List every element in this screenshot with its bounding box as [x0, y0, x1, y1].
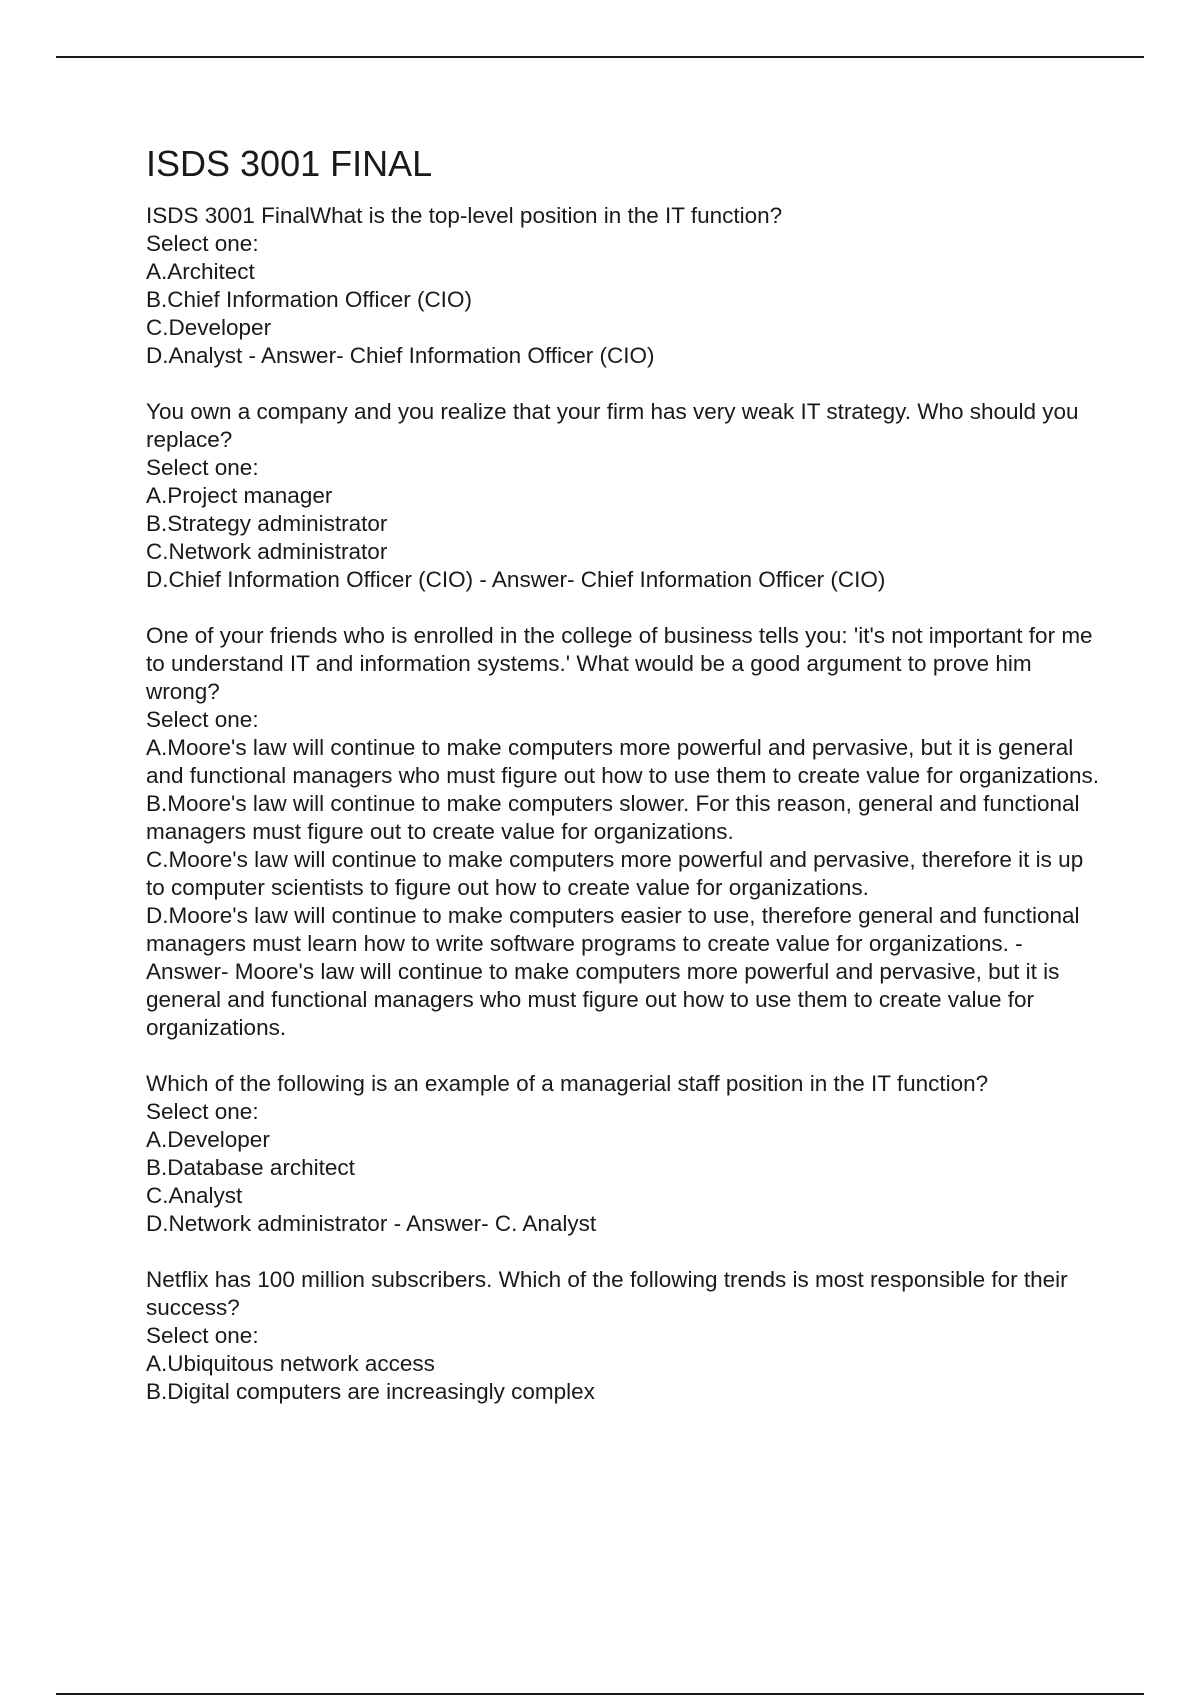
option-b: B.Chief Information Officer (CIO): [146, 287, 472, 312]
option-c: C.Network administrator: [146, 539, 388, 564]
option-c: C.Moore's law will continue to make computers more powerful and pervasive, therefore it is up to computer scientists to figure out how to create value for organizations.: [146, 847, 1084, 900]
option-d-answer: D.Network administrator - Answer- C. Analyst: [146, 1211, 597, 1236]
option-b: B.Digital computers are increasingly complex: [146, 1379, 595, 1404]
select-prompt: Select one:: [146, 1323, 259, 1348]
option-a: A.Project manager: [146, 483, 333, 508]
option-d-answer: D.Chief Information Officer (CIO) - Answer- Chief Information Officer (CIO): [146, 567, 886, 592]
select-prompt: Select one:: [146, 455, 259, 480]
document-body: [146, 140, 1106, 1434]
question-block: [146, 1070, 1106, 1238]
question-block: [146, 398, 1106, 594]
option-d-answer: D.Moore's law will continue to make computers easier to use, therefore general and functional managers must learn how to write software programs to create value for organizations. - Answer- Moore's law will continue to make computers more powerful and pervasive, but it is general and functional managers who must figure out how to use them to create value for organizations.: [146, 903, 1080, 1040]
question-text: Netflix has 100 million subscribers. Which of the following trends is most responsible for their success?: [146, 1267, 1068, 1320]
question-block: [146, 622, 1106, 1042]
select-prompt: Select one:: [146, 231, 259, 256]
document-title: ISDS 3001 FINAL: [146, 143, 433, 184]
option-b: B.Database architect: [146, 1155, 355, 1180]
question-text: One of your friends who is enrolled in the college of business tells you: 'it's not important for me to understand IT and information systems.' What would be a good argument to prove him wrong?: [146, 623, 1093, 704]
option-b: B.Moore's law will continue to make computers slower. For this reason, general and functional managers must figure out to create value for organizations.: [146, 791, 1080, 844]
footer-rule: [56, 1693, 1144, 1695]
header-rule: [56, 56, 1144, 58]
option-a: A.Developer: [146, 1127, 270, 1152]
question-text: Which of the following is an example of a managerial staff position in the IT function?: [146, 1071, 989, 1096]
option-c: C.Developer: [146, 315, 272, 340]
option-c: C.Analyst: [146, 1183, 243, 1208]
question-block: [146, 1266, 1106, 1406]
question-block: [146, 202, 1106, 370]
select-prompt: Select one:: [146, 1099, 259, 1124]
question-text: ISDS 3001 FinalWhat is the top-level position in the IT function?: [146, 203, 783, 228]
option-d-answer: D.Analyst - Answer- Chief Information Officer (CIO): [146, 343, 655, 368]
option-b: B.Strategy administrator: [146, 511, 388, 536]
select-prompt: Select one:: [146, 707, 259, 732]
option-a: A.Architect: [146, 259, 255, 284]
question-text: You own a company and you realize that your firm has very weak IT strategy. Who should you replace?: [146, 399, 1079, 452]
option-a: A.Ubiquitous network access: [146, 1351, 435, 1376]
option-a: A.Moore's law will continue to make computers more powerful and pervasive, but it is general and functional managers who must figure out how to use them to create value for organizations.: [146, 735, 1100, 788]
